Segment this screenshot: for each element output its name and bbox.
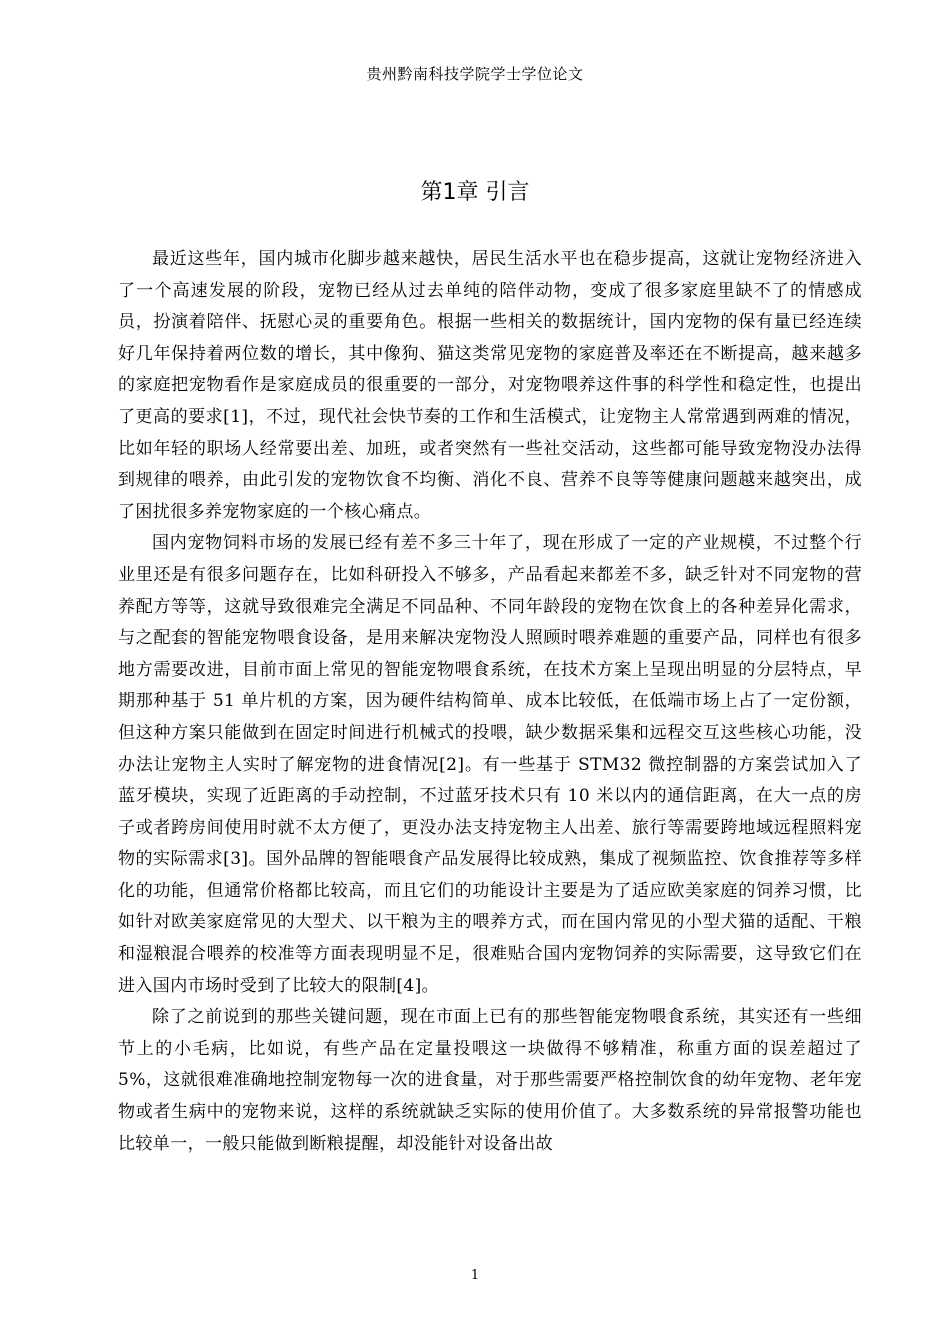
chapter-title: 第1章 引言	[420, 180, 530, 205]
paragraph-2: 国内宠物饲料市场的发展已经有差不多三十年了，现在形成了一定的产业规模，不过整个行业里还是有很多问题存在，比如科研投入不够多，产品看起来都差不多，缺乏针对不同宠物的营养配方等等，这就导致很难完全满足不同品种、不同年龄段的宠物在饮食上的各种差异化需求，与之配套的智能宠物喂食设备，是用来解决宠物没人照顾时喂养难题的重要产品，同样也有很多地方需要改进，目前市面上常见的智能宠物喂食系统，在技术方案上呈现出明显的分层特点，早期那种基于 51 单片机的方案，因为硬件结构简单、成本比较低，在低端市场上占了一定份额，但这种方案只能做到在固定时间进行机械式的投喂，缺少数据采集和远程交互这些核心功能，没办法让宠物主人实时了解宠物的进食情况[2]。有一些基于 STM32 微控制器的方案尝试加入了蓝牙模块，实现了近距离的手动控制，不过蓝牙技术只有 10 米以内的通信距离，在大一点的房子或者跨房间使用时就不太方便了，更没办法支持宠物主人出差、旅行等需要跨地域远程照料宠物的实际需求[3]。国外品牌的智能喂食产品发展得比较成熟，集成了视频监控、饮食推荐等多样化的功能，但通常价格都比较高，而且它们的功能设计主要是为了适应欧美家庭的饲养习惯，比如针对欧美家庭常见的大型犬、以干粮为主的喂养方式，而在国内常见的小型犬猫的适配、干粮和湿粮混合喂养的校准等方面表现明显不足，很难贴合国内宠物饲养的实际需要，这导致它们在进入国内市场时受到了比较大的限制[4]。	[118, 533, 862, 996]
paragraph-3: 除了之前说到的那些关键问题，现在市面上已有的那些智能宠物喂食系统，其实还有一些细节上的小毛病，比如说，有些产品在定量投喂这一块做得不够精准，称重方面的误差超过了 5%，这就很难准确地控制宠物每一次的进食量，对于那些需要严格控制饮食的幼年宠物、老年宠物或者生病中的宠物来说，这样的系统就缺乏实际的使用价值了。大多数系统的异常报警功能也比较单一，一般只能做到断粮提醒，却没能针对设备出故	[118, 1007, 862, 1154]
page-number: 1	[470, 1268, 480, 1283]
running-header: 贵州黔南科技学院学士学位论文	[366, 65, 584, 83]
paragraph-1: 最近这些年，国内城市化脚步越来越快，居民生活水平也在稳步提高，这就让宠物经济进入了一个高速发展的阶段，宠物已经从过去单纯的陪伴动物，变成了很多家庭里缺不了的情感成员，扮演着陪伴、抚慰心灵的重要角色。根据一些相关的数据统计，国内宠物的保有量已经连续好几年保持着两位数的增长，其中像狗、猫这类常见宠物的家庭普及率还在不断提高，越来越多的家庭把宠物看作是家庭成员的很重要的一部分，对宠物喂养这件事的科学性和稳定性，也提出了更高的要求[1]，不过，现代社会快节奏的工作和生活模式，让宠物主人常常遇到两难的情况，比如年轻的职场人经常要出差、加班，或者突然有一些社交活动，这些都可能导致宠物没办法得到规律的喂养，由此引发的宠物饮食不均衡、消化不良、营养不良等等健康问题越来越突出，成了困扰很多养宠物家庭的一个核心痛点。	[118, 249, 862, 522]
body-text	[118, 244, 862, 1160]
